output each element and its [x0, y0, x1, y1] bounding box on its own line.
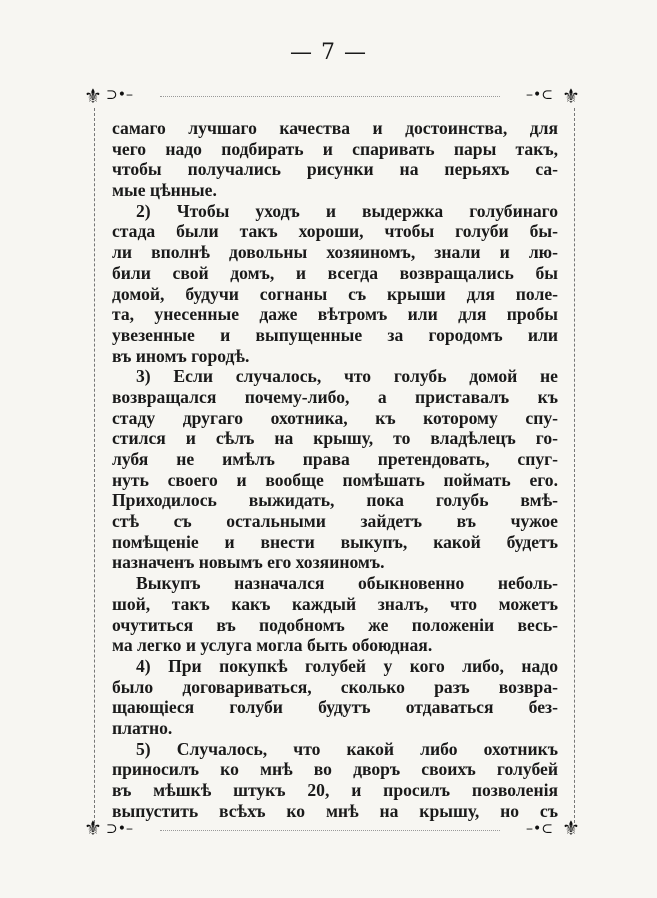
text-line: шой, такъ какъ каждый зналъ, что можетъ: [112, 593, 558, 614]
text-line: самаго лучшаго качества и достоинства, для: [112, 118, 558, 138]
text-line: нуть своего и вообще помѣшать поймать его.: [112, 469, 558, 490]
text-line: 3) Если случалось, что голубь домой не: [136, 366, 558, 387]
text-line: 4) При покупкѣ голубей у кого либо, надо: [136, 655, 558, 676]
text-line: стаду другаго охотника, къ которому спу-: [112, 407, 558, 428]
corner-ornament-icon: ⚜: [84, 816, 102, 840]
text-line: Приходилось выжидать, пока голубь вмѣ-: [112, 490, 558, 511]
text-line: выпустить всѣхъ ко мнѣ на крышу, но съ: [112, 800, 558, 821]
frame-left-line: [94, 108, 95, 823]
text-line: та, унесенные даже вѣтромъ или для пробы: [112, 304, 558, 325]
dash-ornament-icon: –•⊂: [526, 821, 553, 837]
text-line: помѣщеніе и внести выкупъ, какой будетъ: [112, 531, 558, 552]
frame-right-line: [574, 108, 575, 823]
text-line: приносилъ ко мнѣ во дворъ своихъ голубей: [112, 759, 558, 780]
text-line: ма легко и услуга могла быть обоюдная.: [112, 635, 433, 656]
text-line: стился и сѣлъ на крышу, то владѣлецъ го-: [112, 428, 558, 449]
text-line: въ мѣшкѣ штукъ 20, и просилъ позволенія: [112, 780, 558, 800]
text-line: стада были такъ хороши, чтобы голуби бы-: [112, 221, 558, 242]
text-line: увезенные и выпущенные за городомъ или: [112, 324, 558, 345]
corner-ornament-icon: ⚜: [562, 84, 580, 108]
frame-top-line: [160, 96, 500, 97]
body-text: [112, 118, 558, 821]
text-line: назначенъ новымъ его хозяиномъ.: [112, 552, 385, 573]
text-line: 5) Случалось, что какой либо охотникъ: [136, 738, 558, 759]
text-line: домой, будучи согнаны съ крыши для поле-: [112, 283, 558, 304]
text-line: били свой домъ, и всегда возвращались бы: [112, 262, 558, 283]
text-line: въ иномъ городѣ.: [112, 345, 250, 366]
text-line: чтобы получались рисунки на перьяхъ са-: [112, 159, 558, 180]
dash-ornament-icon: ⊃•–: [106, 87, 133, 103]
text-line: мые цѣнные.: [112, 180, 217, 201]
corner-ornament-icon: ⚜: [562, 816, 580, 840]
text-line: возвращался почему-либо, а приставалъ къ: [112, 386, 558, 407]
text-line: было договариваться, сколько разъ возвра-: [112, 676, 558, 697]
text-line: щающіеся голуби будутъ отдаваться без-: [112, 697, 558, 718]
text-line: платно.: [112, 717, 173, 738]
text-line: 2) Чтобы уходъ и выдержка голубинаго: [136, 200, 558, 221]
text-line: чего надо подбирать и спаривать пары такъ,: [112, 138, 558, 159]
frame-bottom-line: [160, 830, 500, 831]
text-line: лубя не имѣлъ права претендовать, спуг-: [112, 449, 558, 469]
text-line: ли вполнѣ довольны хозяиномъ, знали и лю-: [112, 242, 558, 263]
text-line: стѣ съ остальными зайдетъ въ чужое: [112, 511, 558, 532]
corner-ornament-icon: ⚜: [84, 84, 102, 108]
dash-ornament-icon: ⊃•–: [106, 821, 133, 837]
page-number: — 7 —: [290, 40, 367, 65]
text-line: Выкупъ назначался обыкновенно неболь-: [136, 573, 558, 594]
text-line: очутиться въ подобномъ же положеніи весь-: [112, 614, 558, 635]
dash-ornament-icon: –•⊂: [526, 87, 553, 103]
